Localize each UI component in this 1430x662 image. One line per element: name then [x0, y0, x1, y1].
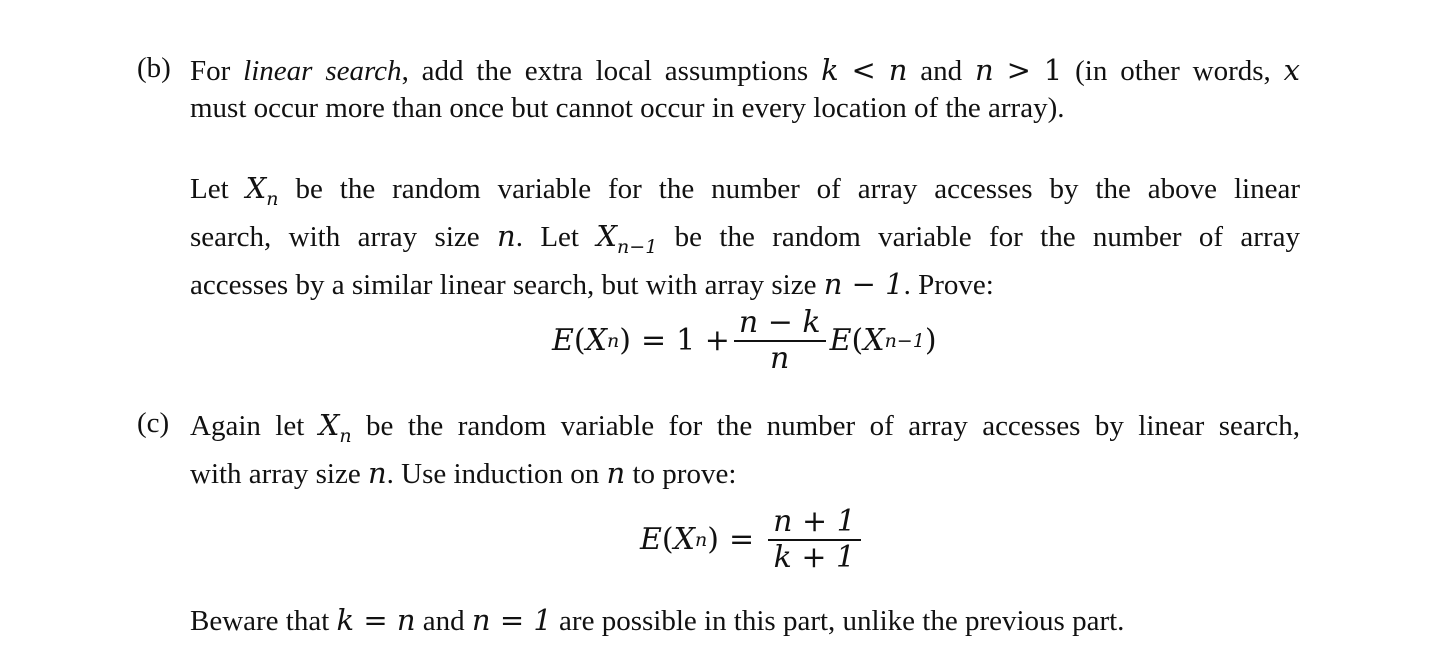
fraction-c: $\frac{n + 1}{k + 1}$ [768, 505, 861, 575]
part-b-intro [190, 52, 1300, 127]
linear-search-term: linear search [243, 55, 402, 87]
part-b-p2-line-1: Let $X_n$ be the random variable for the number of array accesses by the above linear [190, 171, 1300, 210]
part-c-line-2: with array size n. Use induction on n to prove: [190, 456, 737, 490]
part-b-paragraph-2 [190, 170, 1300, 304]
equation-b: E ( X n ) = 1 + $\frac{n - k}{n}$ E ( X n−1 ) [552, 305, 937, 376]
part-b-p2-line-3: accesses by a similar linear search, but with array size n − 1. Prove: [190, 267, 994, 301]
part-b-p2-line-2: search, with array size n. Let $X_{n-1}$ be the random variable for the number of array [190, 219, 1300, 258]
part-b-line-2: must occur more than once but cannot occur in every location of the array). [190, 92, 1065, 124]
part-b-label: (b) [137, 52, 171, 84]
part-c-label: (c) [137, 407, 170, 439]
fraction-b: $\frac{n - k}{n}$ [734, 306, 826, 376]
beware-note: Beware that k = n and n = 1 are possible in this part, unlike the previous part. [190, 603, 1125, 637]
part-c-line-1: Again let $X_n$ be the random variable for the number of array accesses by linear search, [190, 408, 1301, 447]
part-b-line-1: For linear search, add the extra local assumptions k < n and n > 1 (in other words, x [190, 53, 1301, 87]
part-c-intro [190, 407, 1300, 493]
equation-c: E ( X n ) = $\frac{n + 1}{k + 1}$ [640, 505, 865, 575]
